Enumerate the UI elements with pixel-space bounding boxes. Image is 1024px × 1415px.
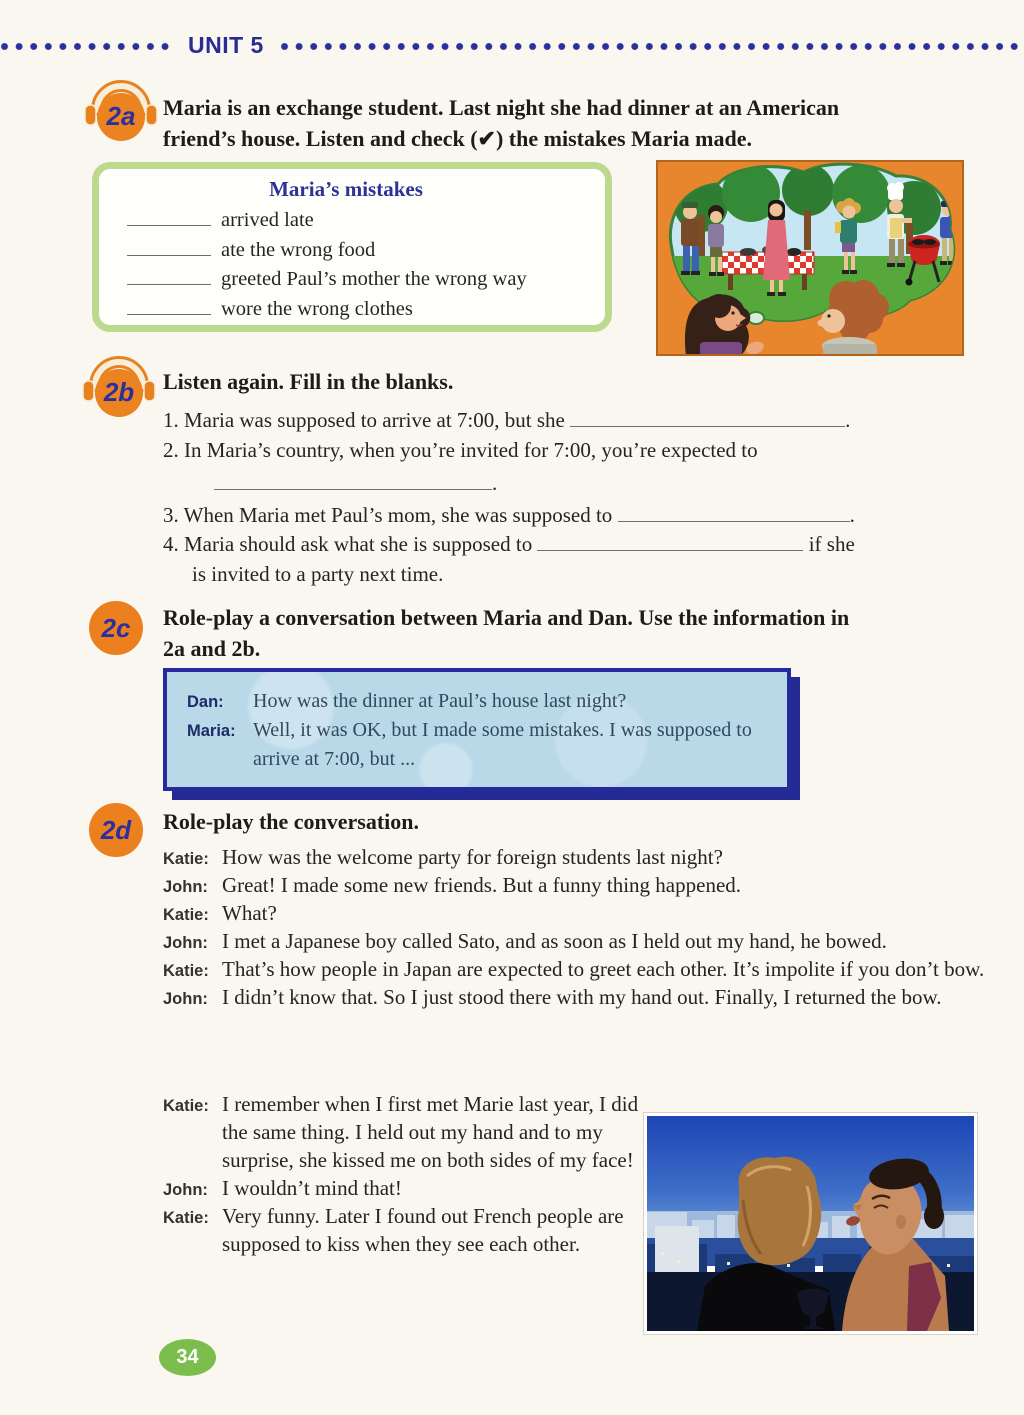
- speaker-label: Katie:: [163, 906, 209, 924]
- dialogue-text: I didn’t know that. So I just stood there with my hand out. Finally, I returned the bow.: [222, 985, 942, 1009]
- answer-blank: [537, 531, 803, 551]
- dialogue-line: [163, 843, 1008, 871]
- item-text: is invited to a party next time.: [192, 561, 444, 586]
- unit-title: UNIT 5: [188, 31, 264, 58]
- checklist-item-label: greeted Paul’s mother the wrong way: [221, 268, 527, 290]
- dialogue-line: [187, 687, 767, 716]
- checklist-item-label: wore the wrong clothes: [221, 297, 413, 320]
- badge-2d: [86, 800, 146, 860]
- conversation-2d-bottom: [163, 1090, 993, 1335]
- speaker-label: Katie:: [163, 850, 209, 868]
- badge-2d-label: 2d: [100, 815, 132, 845]
- instruction-2c: [163, 602, 993, 664]
- dialogue-line: [163, 899, 1008, 927]
- page-number: 34: [159, 1339, 216, 1376]
- item-text: Maria was supposed to arrive at 7:00, but she: [184, 408, 565, 432]
- item-text: .: [845, 408, 851, 432]
- check-blank: [127, 264, 211, 285]
- item-text: if she: [808, 532, 855, 556]
- checklist-item-label: ate the wrong food: [221, 238, 376, 261]
- dialogue-text: How was the dinner at Paul’s house last night?: [253, 690, 627, 712]
- dialogue-text: Very funny. Later I found out French people are supposed to kiss when they see each other.: [222, 1204, 624, 1256]
- mistakes-box-title: Maria’s mistakes: [269, 177, 423, 201]
- answer-blank: [214, 470, 492, 490]
- badge-2a-label: 2a: [106, 101, 136, 131]
- checklist-item-label: arrived late: [221, 209, 314, 231]
- speaker-label: John:: [163, 878, 208, 896]
- maria-mistakes-box: [92, 162, 612, 332]
- dialogue-text: I wouldn’t mind that!: [222, 1176, 402, 1200]
- instruction-2a-line1: Maria is an exchange student. Last night she had dinner at an American: [163, 95, 840, 120]
- checklist-item: [127, 264, 595, 294]
- check-blank: [127, 235, 211, 256]
- headphones-icon: [82, 80, 160, 144]
- sample-dialogue-box: [163, 668, 791, 791]
- cheek-kiss-photo-image: [643, 1112, 978, 1335]
- dialogue-text: I met a Japanese boy called Sato, and as soon as I held out my hand, he bowed.: [222, 929, 887, 953]
- speaker-label: John:: [163, 990, 208, 1008]
- dotted-rule-right: [280, 42, 1024, 51]
- speaker-label: Dan:: [187, 693, 224, 711]
- instruction-2c-line2: 2a and 2b.: [163, 636, 261, 661]
- badge-2b: [80, 356, 158, 420]
- instruction-2c-line1: Role-play a conversation between Maria and Dan. Use the information in: [163, 605, 850, 630]
- item-text: In Maria’s country, when you’re invited for 7:00, you’re expected to: [184, 437, 758, 462]
- item-text: .: [849, 502, 855, 527]
- badge-2c-label: 2c: [101, 613, 131, 643]
- item-number: 2.: [163, 437, 179, 462]
- list-item-2: [163, 436, 993, 499]
- list-item-1: [163, 406, 993, 436]
- dialogue-text: What?: [222, 901, 277, 925]
- checklist-item: [127, 205, 595, 235]
- instruction-2b: Listen again. Fill in the blanks.: [163, 369, 454, 394]
- instruction-2a-line2: friend’s house. Listen and check (✔) the mistakes Maria made.: [163, 126, 752, 151]
- dialogue-line: [163, 983, 1008, 1011]
- item-number: 3.: [163, 502, 179, 527]
- item-text: Maria should ask what she is supposed to: [184, 532, 533, 556]
- check-blank: [127, 294, 211, 315]
- dotted-rule-left: [0, 42, 174, 51]
- dialogue-line: [163, 1090, 643, 1174]
- dialogue-text: That’s how people in Japan are expected to greet each other. It’s impolite if you don’t bow.: [222, 957, 985, 981]
- dialogue-text: Great! I made some new friends. But a funny thing happened.: [222, 873, 742, 897]
- list-item-3: [163, 501, 993, 531]
- dialogue-text: I remember when I first met Marie last year, I did the same thing. I held out my hand and to my surprise, she kissed me on both sides of my face!: [222, 1092, 639, 1172]
- item-number: 1.: [163, 408, 179, 432]
- speaker-label: Katie:: [163, 1209, 209, 1227]
- dialogue-line: [163, 927, 1008, 955]
- dialogue-text: How was the welcome party for foreign students last night?: [222, 845, 723, 869]
- party-cartoon-image: [656, 160, 964, 356]
- unit-header: [0, 33, 1024, 59]
- badge-2a: [82, 80, 160, 144]
- instruction-2d: Role-play the conversation.: [163, 809, 420, 834]
- speaker-label: Maria:: [187, 722, 236, 740]
- headphones-icon: [80, 356, 158, 420]
- dialogue-line: [163, 955, 1008, 983]
- dialogue-text: Well, it was OK, but I made some mistakes. I was supposed to arrive at 7:00, but ...: [253, 719, 752, 770]
- answer-blank: [618, 502, 850, 522]
- dialogue-line: [187, 716, 767, 774]
- checklist-item: [127, 235, 595, 265]
- speaker-label: Katie:: [163, 962, 209, 980]
- item-number: 4.: [163, 532, 179, 556]
- checklist-item: [127, 294, 595, 324]
- conversation-2d-top: [163, 843, 1008, 1011]
- answer-blank: [570, 407, 845, 427]
- speaker-label: John:: [163, 934, 208, 952]
- dialogue-line: [163, 871, 1008, 899]
- speaker-label: Katie:: [163, 1097, 209, 1115]
- item-text: .: [492, 471, 498, 495]
- speaker-label: John:: [163, 1181, 208, 1199]
- fill-in-blanks-list: [163, 406, 993, 589]
- dialogue-line: [163, 1174, 643, 1202]
- list-item-4: [163, 530, 993, 589]
- badge-2b-label: 2b: [103, 377, 135, 407]
- badge-2c: [86, 598, 146, 658]
- item-text: When Maria met Paul’s mom, she was supposed to: [183, 502, 613, 527]
- instruction-2a: [163, 92, 993, 154]
- check-blank: [127, 205, 211, 226]
- dialogue-line: [163, 1202, 643, 1258]
